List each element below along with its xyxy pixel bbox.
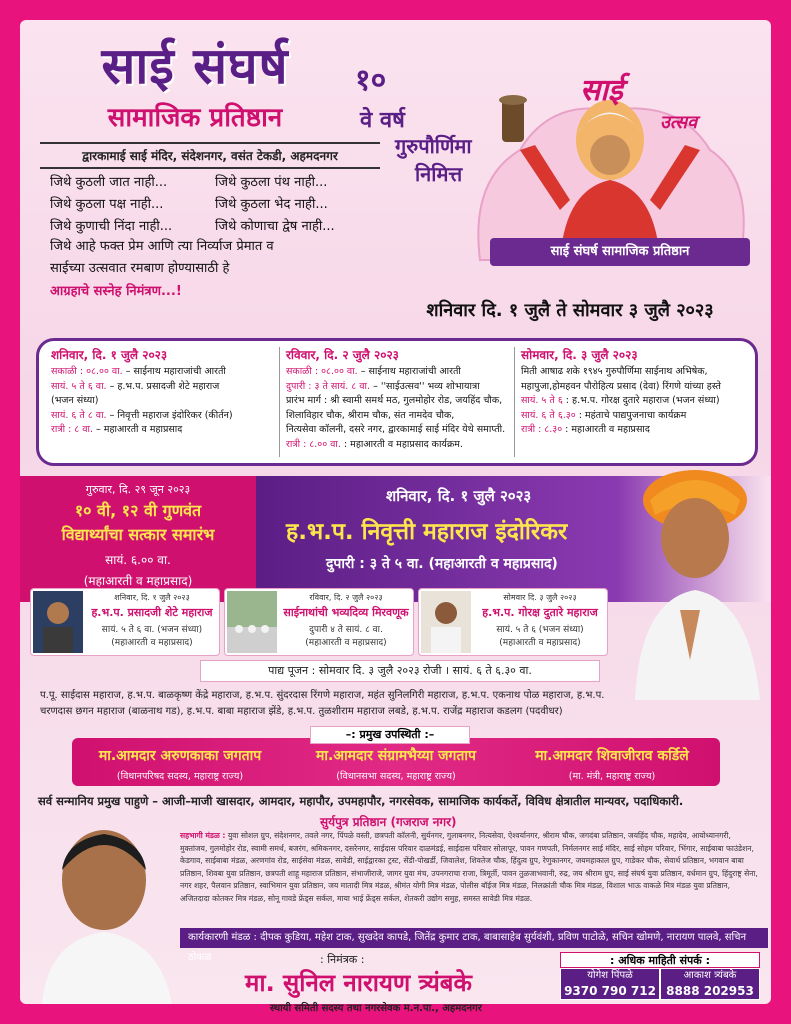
poem-text: जिथे कुठला पक्ष नाही... [50, 197, 164, 212]
card-name: साईनाथांची भव्यदिव्य मिरवणूक [283, 606, 409, 619]
poem-text: जिथे कुठला पंथ नाही... [215, 175, 328, 190]
suryaputra-pratishthan: सुर्यपुत्र प्रतिष्ठान (गजराज नगर) [320, 815, 457, 829]
guest [288, 746, 504, 782]
schedule-item: नित्यसेवा कॉलनी, दसरे नगर, द्वारकामाई साई मंदिर येथे समाप्ती. [286, 424, 506, 435]
event-date-range: शनिवार दि. १ जुलै ते सोमवार ३ जुलै २०२३ [426, 300, 714, 321]
guest-post: (विधानसभा सदस्य, महाराष्ट्र राज्य) [336, 771, 456, 782]
participating-label: सहभागी मंडळ : [180, 831, 226, 840]
card-note: (महाआरती व महाप्रसाद) [499, 638, 581, 648]
poem-text: जिथे कुणाची निंदा नाही... [50, 219, 173, 234]
schedule-day-sunday [279, 347, 514, 457]
utsav-title: साई [580, 73, 623, 108]
poem-row [50, 170, 390, 192]
schedule-item: महापुजा,होमहवन पौरोहित्य प्रसाद (देवा) रिंगणे यांच्या हस्ते [521, 380, 721, 392]
poem-text: जिथे कोणाचा द्वेष नाही... [215, 219, 335, 234]
poem-row [50, 192, 390, 214]
contact-heading: : अधिक माहिती संपर्क : [560, 952, 760, 968]
guest-post: (विधानपरिषद सदस्य, महाराष्ट्र राज्य) [116, 771, 244, 782]
schedule-day-title: सोमवार, दि. ३ जुलै २०२३ [521, 348, 638, 362]
prominent-guests [72, 738, 720, 786]
schedule-item: सकाळी : ०८.०० वा. – साईनाथ महाराजांची आरती [286, 366, 461, 377]
schedule-item: रात्री : ८ वा. – महाआरती व महाप्रसाद [51, 424, 183, 435]
schedule-item: शिलाविहार चौक, श्रीराम चौक, संत नामदेव चौक, [286, 409, 455, 421]
schedule-item: रात्री : ८.३० : महाआरती व महाप्रसाद [521, 424, 650, 435]
card-note: (महाआरती व महाप्रसाद) [305, 638, 387, 648]
event-card [30, 588, 220, 656]
schedule-item: सायं. ६ ते ८ वा. – निवृत्ती महाराज इंदोरिकर (कीर्तन) [51, 409, 233, 421]
guest-post: (मा. मंत्री, महाराष्ट्र राज्य) [568, 771, 656, 782]
contact-phone: 9370 790 712 [564, 984, 656, 998]
org-address: द्वारकामाई साई मंदिर, संदेशनगर, वसंत टेकडी, अहमदनगर [40, 142, 380, 169]
poem-row [50, 214, 390, 236]
card-name: ह.भ.प. प्रसादजी शेटे महाराज [91, 606, 213, 619]
contact-name: योगेश पिंपळे [587, 970, 633, 981]
guest-name: मा.आमदार शिवाजीराव कर्डिले [535, 748, 689, 764]
utsav-subtitle: उत्सव [660, 112, 698, 133]
executive-committee: कार्यकारणी मंडळ : दीपक कुडिया, महेश टाक, सुखदेव कापडे, जितेंद्र कुमार टाक, बाबासाहेब सुर्यवंशी, प्रविण पाटोळे, सचिन खोमणे, नारायण पालवे, सचिन ठोकळ [180, 928, 768, 948]
felicitation-time: सायं. ६.०० वा. [105, 553, 171, 567]
org-subtitle: सामाजिक प्रतिष्ठान [107, 103, 283, 133]
prominent-heading: –: प्रमुख उपस्थिती :– [310, 726, 470, 744]
contact-person [660, 968, 760, 1000]
guest-name: मा.आमदार अरुणकाका जगताप [98, 748, 262, 764]
felicitation-date: गुरुवार, दि. २९ जून २०२३ [85, 483, 191, 496]
nimantrak-label: : निमंत्रक : [320, 953, 365, 966]
contact-phone: 8888 202953 [666, 984, 754, 998]
nimantrak-post: स्थायी समिती सदस्य तथा नगरसेवक म.न.पा., अहमदनगर [270, 1003, 482, 1014]
gurupournima-text: गुरुपौर्णिमा [395, 134, 472, 158]
student-felicitation-panel [20, 476, 256, 602]
event-card [224, 588, 414, 656]
poster [20, 20, 771, 1014]
schedule-item: दुपारी : ३ ते सायं. ८ वा. – ''साईउत्सव'' भव्य शोभायात्रा [286, 380, 480, 392]
poem-line: साईच्या उत्सवात रमबाण होण्यासाठी हे [50, 261, 230, 276]
speaker-photo [33, 591, 83, 653]
org-ribbon: साई संघर्ष सामाजिक प्रतिष्ठान [490, 238, 750, 266]
nimantrak-name: मा. सुनिल नारायण त्र्यंबके [245, 969, 472, 997]
felicitation-note: (महाआरती व महाप्रसाद) [83, 574, 193, 588]
poem-text: जिथे कुठला भेद नाही... [215, 197, 328, 212]
card-date: रविवार, दि. २ जुलै २०२३ [309, 593, 383, 602]
event-card [418, 588, 608, 656]
guest [504, 746, 720, 782]
contact-box [560, 952, 760, 1000]
schedule-item: सायं. ६ ते ६.३० : महंताचे पाद्यपुजनाचा कार्यक्रम [521, 409, 687, 421]
schedule-item: सायं. ५ ते ६ : ह.भ.प. गोरक्ष दुतारे महाराज (भजन संध्या) [521, 395, 720, 406]
nimantrak-portrait [32, 810, 182, 1004]
schedule-box [36, 338, 758, 466]
year-text: वे वर्ष [360, 108, 405, 133]
schedule-day-title: शनिवार, दि. १ जुलै २०२३ [51, 348, 168, 362]
saints-list: प.पू. साईदास महाराज, ह.भ.प. बाळकृष्ण केंद्रे महाराज, ह.भ.प. सुंदरदास रिंगणे महाराज, महंत सुनिलगिरी महाराज, ह.भ.प. एकनाथ पोळ महाराज, ह.भ.प. चरणदास छगन महाराज (बाळनाथ गड), ह.भ.प. बाबा महाराज झेंडे, ह.भ.प. तुळशीराम महाराज लबडे, ह.भ.प. राजेंद्र महाराज कडलग (पदवीधर) [40, 690, 605, 717]
schedule-item: (भजन संध्या) [51, 395, 99, 406]
padya-pujan: पाद्य पूजन : सोमवार दि. ३ जुलै २०२३ रोजी । सायं. ६ ते ६.३० वा. [200, 660, 600, 682]
kirtan-time: दुपारी : ३ ते ५ वा. (महाआरती व महाप्रसाद) [326, 556, 558, 572]
event-cards [30, 588, 620, 656]
schedule-item: प्रारंभ मार्ग : श्री स्वामी समर्थ मठ, गुलमोहोर रोड, जयहिंद चौक, [286, 395, 503, 406]
card-time: सायं. ५ ते ६ (भजन संध्या) [496, 625, 584, 635]
nimitt-text: निमित्त [415, 162, 463, 186]
participating-groups [180, 830, 760, 926]
invitation-text: आग्रहाचे सस्नेह निमंत्रण...! [50, 284, 182, 299]
schedule-day-monday [514, 347, 749, 457]
card-time: सायं. ५ ते ६ वा. (भजन संध्या) [101, 625, 203, 635]
schedule-item: सायं. ५ ते ६ वा. – ह.भ.प. प्रसादजी शेटे महाराज [51, 380, 220, 392]
card-note: (महाआरती व महाप्रसाद) [111, 638, 193, 648]
poem-line: जिथे आहे फक्त प्रेम आणि त्या निर्व्याज प्रेमात व [50, 239, 274, 254]
org-title: साई संघर्ष [101, 37, 289, 95]
contact-person [560, 968, 660, 1000]
kirtan-name: ह.भ.प. निवृत्ती महाराज इंदोरिकर [286, 519, 568, 545]
indorikar-portrait [600, 460, 771, 700]
felicitation-line2: विद्यार्थ्यांचा सत्कार समारंभ [61, 525, 215, 544]
kirtan-date: शनिवार, दि. १ जुलै २०२३ [386, 487, 532, 505]
schedule-day-title: रविवार, दि. २ जुलै २०२३ [286, 348, 399, 362]
schedule-day-saturday [45, 347, 279, 457]
all-guests-line: सर्व सन्मानिय प्रमुख पाहुणे – आजी–माजी खासदार, आमदार, महापौर, उपमहापौर, नगरसेवक, सामाजिक कार्यकर्ते, विविध क्षेत्रातील मान्यवर, पदाधिकारी. [38, 794, 684, 808]
card-name: ह.भ.प. गोरक्ष दुतारे महाराज [482, 606, 598, 619]
schedule-item: मिती आषाढ शके १९४५ गुरुपौर्णिमा साईनाथ अभिषेक, [521, 366, 708, 377]
poem [50, 170, 390, 304]
guest [72, 746, 288, 782]
procession-photo [227, 591, 277, 653]
felicitation-line1: १० वी, १२ वी गुणवंत [74, 501, 202, 520]
card-date: सोमवार दि. ३ जुलै २०२३ [503, 593, 577, 602]
poem-text: जिथे कुठली जात नाही... [50, 175, 168, 190]
speaker-photo [421, 591, 471, 653]
card-date: शनिवार, दि. १ जुलै २०२३ [114, 593, 190, 602]
guest-name: मा.आमदार संग्रामभैय्या जगताप [316, 748, 476, 764]
schedule-item: रात्री : ८.०० वा. : महाआरती व महाप्रसाद कार्यक्रम. [286, 438, 463, 450]
contact-name: आकाश त्र्यंबके [683, 970, 737, 981]
participating-text: युवा सोशल ग्रुप, संदेशनगर, तवले नगर, पिंपळे वस्ती, छत्रपती कॉलनी, सुर्यनगर, गुलाबनगर, नित्यसेवा, ऐश्वर्यानगर, श्रीराम चौक, जगदंबा प्रतिष्ठान, जयहिंद चौक, महादेव, आयोध्यानगरी, मुक्तांजय, गुलमोहोर रोड, स्वामी समर्थ, बजरंग, श्रमिकनगर, दसरेनगर, साईदास परिवार दाळमंडई, साईदास परिवार सोलापूर, पावन गणपती, निर्मलनगर साई मंदिर, साई सोहम परिवार, भिंगार, साईबाबा फाउंडेशन, केडगाव, साईबाबा मंडळ, अरणगांव रोड, साईसेवा मंडळ, सावेडी, साईद्वारका ट्रस्ट, सेंडी-पोखर्डी, जिवालेश, शिवतेज चौक, हिंदुत्व ग्रुप, रेणुकानगर, जयमहाकाल ग्रुप, गाडेकर चौक, सेवार्थ प्रतिष्ठान, भगवान बाबा प्रतिष्ठान, शिवबा युवा प्रतिष्ठान, छत्रपती शाहू महाराज प्रतिष्ठान, संभाजीराजे, जागर युवा मंच, उपनगराचा राजा, त्रिमूर्ती, पावन तुळजाभवानी, रुद्र, जय श्रीराम ग्रुप, साई संघर्ष युवा प्रतिष्ठान, वर्धमान ग्रुप, हिंदुराष्ट्र सेना, नगर शहर, पैलवान प्रतिष्ठान, स्वाभिमान युवा प्रतिष्ठान, जय मातादी मित्र मंडळ, श्रीमंत योगी मित्र मंडळ, पोलीस बॉईज मित्र मंडळ, निलक्रांती चौक मित्र मंडळ, विशाल भाऊ वाकळे मित्र मंडळ युवा प्रतिष्ठान, अजितदादा कोतकर मित्र मंडळ, सोनू गावडे फ्रेंड्स सर्कल, माया भाई फ्रेंड्स सर्कल, शेतकरी उद्योग समुह, समस्त सावेडी मित्र मंडळ. [180, 831, 758, 903]
year-number: १० [355, 63, 387, 98]
card-time: दुपारी ४ ते सायं. ८ वा. [309, 625, 383, 635]
schedule-item: सकाळी : ०८.०० वा. – साईनाथ महाराजांची आरती [51, 366, 226, 377]
